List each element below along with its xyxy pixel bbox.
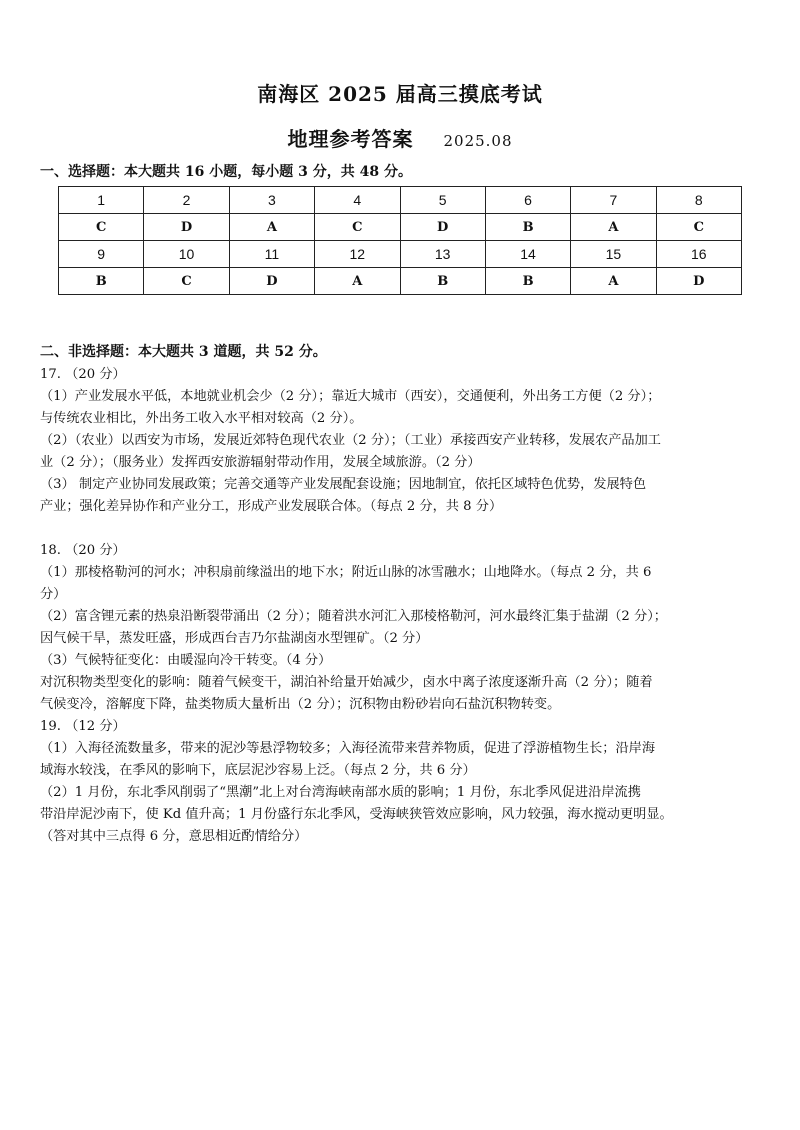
table-cell: B <box>485 268 570 295</box>
answer-line: （3） 制定产业协同发展政策；完善交通等产业发展配套设施；因地制宜，依托区域特色优势，发展特色 <box>40 477 647 492</box>
answer-line: （2）（农业）以西安为市场，发展近郊特色现代农业（2 分）；（工业）承接西安产业转移，发展农产品加工 <box>40 433 661 448</box>
table-cell: 1 <box>59 187 144 214</box>
table-row <box>59 268 742 295</box>
table-row <box>59 214 742 241</box>
answer-key-title <box>0 123 800 152</box>
section-1-heading: 一、选择题：本大题共 16 小题，每小题 3 分，共 48 分。 <box>40 164 412 180</box>
table-cell: 7 <box>571 187 656 214</box>
table-cell: 15 <box>571 241 656 268</box>
table-cell: 10 <box>144 241 229 268</box>
answer-line: 业（2 分）；（服务业）发挥西安旅游辐射带动作用，发展全域旅游。（2 分） <box>40 455 481 470</box>
table-cell: 8 <box>656 187 741 214</box>
table-cell: B <box>485 214 570 241</box>
table-row <box>59 187 742 214</box>
table-cell: 14 <box>485 241 570 268</box>
table-cell: 16 <box>656 241 741 268</box>
answer-line: 因气候干旱，蒸发旺盛，形成西台吉乃尔盐湖卤水型锂矿。（2 分） <box>40 631 429 646</box>
choice-answer-table <box>58 186 742 295</box>
answer-line: 分） <box>40 587 67 602</box>
table-cell: C <box>59 214 144 241</box>
answer-line: （2）富含锂元素的热泉沿断裂带涌出（2 分）；随着洪水河汇入那棱格勒河，河水最终汇集于盐湖（2 分）； <box>40 609 667 624</box>
table-cell: D <box>144 214 229 241</box>
question-19-heading: 19. （12 分） <box>40 719 126 734</box>
table-cell: B <box>400 268 485 295</box>
answer-line: 带沿岸泥沙南下，使 Kd 值升高；1 月份盛行东北季风，受海峡狭管效应影响，风力较强，海水搅动更明显。 <box>40 807 673 822</box>
table-cell: A <box>315 268 400 295</box>
table-cell: 3 <box>229 187 314 214</box>
answer-line: （1）入海径流数量多，带来的泥沙等悬浮物较多；入海径流带来营养物质，促进了浮游植物生长；沿岸海 <box>40 741 656 756</box>
table-cell: 5 <box>400 187 485 214</box>
open-answers <box>40 364 762 848</box>
answer-line: （3）气候特征变化：由暖湿向冷干转变。（4 分） <box>40 653 332 668</box>
table-cell: D <box>400 214 485 241</box>
table-cell: 2 <box>144 187 229 214</box>
table-cell: 6 <box>485 187 570 214</box>
subject-title: 地理参考答案 <box>287 127 414 151</box>
answer-line: 气候变冷，溶解度下降，盐类物质大量析出（2 分）；沉积物由粉砂岩向石盐沉积物转变。 <box>40 697 561 712</box>
exam-date: 2025.08 <box>443 132 513 150</box>
exam-title: 南海区 2025 届高三摸底考试 <box>257 82 543 106</box>
answer-line: （1）那棱格勒河的河水；冲积扇前缘溢出的地下水；附近山脉的冰雪融水；山地降水。（每点 2 分，共 6 <box>40 565 652 580</box>
table-cell: A <box>229 214 314 241</box>
table-cell: D <box>229 268 314 295</box>
answer-line: （1）产业发展水平低，本地就业机会少（2 分）；靠近大城市（西安），交通便利，外出务工方便（2 分）； <box>40 389 661 404</box>
answer-line: （答对其中三点得 6 分，意思相近酌情给分） <box>40 829 308 844</box>
answer-line: 产业；强化差异协作和产业分工，形成产业发展联合体。（每点 2 分，共 8 分） <box>40 499 503 514</box>
question-17-heading: 17. （20 分） <box>40 367 126 382</box>
table-cell: 13 <box>400 241 485 268</box>
question-18-heading: 18. （20 分） <box>40 543 126 558</box>
spacer <box>40 518 762 540</box>
table-cell: C <box>315 214 400 241</box>
answer-line: （2）1 月份，东北季风削弱了“黑潮”北上对台湾海峡南部水质的影响；1 月份，东北季风促进沿岸流携 <box>40 785 641 800</box>
table-cell: 9 <box>59 241 144 268</box>
table-cell: 4 <box>315 187 400 214</box>
answer-line: 与传统农业相比，外出务工收入水平相对较高（2 分）。 <box>40 411 363 426</box>
answer-line: 对沉积物类型变化的影响：随着气候变干，湖泊补给量开始减少，卤水中离子浓度逐渐升高（2 分）；随着 <box>40 675 653 690</box>
section-2-heading: 二、非选择题：本大题共 3 道题，共 52 分。 <box>40 344 327 360</box>
table-cell: C <box>656 214 741 241</box>
table-cell: C <box>144 268 229 295</box>
table-cell: B <box>59 268 144 295</box>
table-cell: A <box>571 268 656 295</box>
table-row <box>59 241 742 268</box>
table-cell: 11 <box>229 241 314 268</box>
table-cell: D <box>656 268 741 295</box>
table-cell: A <box>571 214 656 241</box>
table-cell: 12 <box>315 241 400 268</box>
answer-line: 域海水较浅，在季风的影响下，底层泥沙容易上泛。（每点 2 分，共 6 分） <box>40 763 476 778</box>
